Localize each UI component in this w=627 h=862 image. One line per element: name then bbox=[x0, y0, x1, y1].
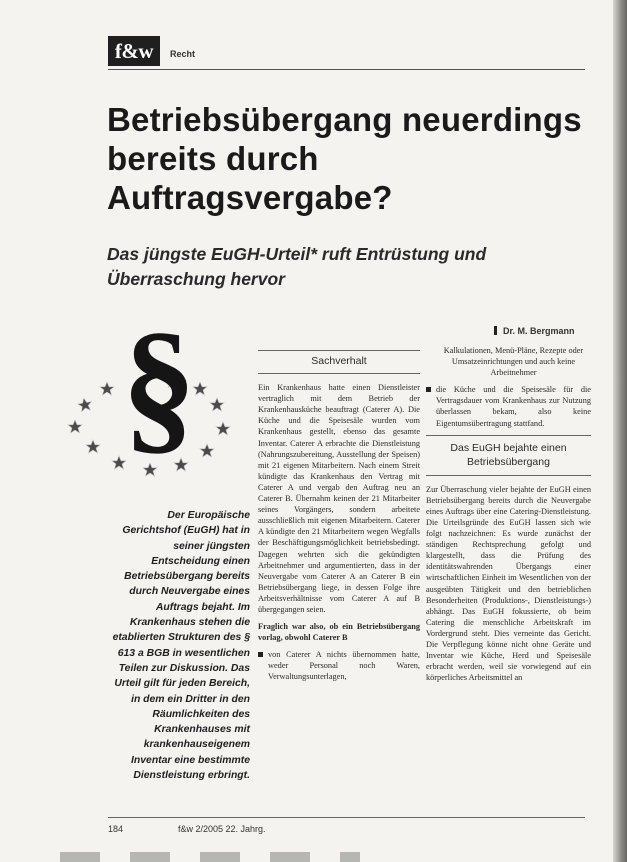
sachverhalt-paragraph: Ein Krankenhaus hatte einen Dienstleister vertraglich mit dem Betrieb der Krankenhausküche beauftragt (Caterer A). Die Küche und die Speisesäle wurden vom Krankenhaus gestellt, ebenso das gesamte Inventar. Caterer A erbrachte die Dienstleistung (Nahrungszubereitung, Ausstellung der Speisen) mit 21 eigenen Mitarbeitern. Nach einem Streit kündigte das Krankenhaus den Vertrag mit Caterer A und vergab den Auftrag neu an Caterer B. Übernahm keinen der 21 Mitarbeiter seines Vorgängers, sondern arbeitete ausschließlich mit eigenen Mitarbeitern. Caterer A kündigte den 21 Mitarbeitern wegen Wegfalls der Beschäftigungsmöglichkeit betriebsbedingt. Dagegen wehrten sich die gekündigten Arbeitnehmer und argumentierten, dass in der Neuvergabe vom Caterer A an Caterer B ein Betriebsübergang liege, in dessen Folge ihre Arbeitsverhältnisse vom Caterer A auf B übergegangen seien. bbox=[258, 383, 420, 614]
header-divider bbox=[108, 69, 585, 70]
bullet-1-continuation: Kalkulationen, Menü-Pläne, Rezepte oder Umsatzeinrichtungen und auch keine Arbeitnehmer bbox=[443, 346, 584, 378]
magazine-logo: f&w bbox=[108, 36, 160, 66]
paragraph-eu-stars-emblem bbox=[55, 305, 260, 480]
page-number: 184 bbox=[108, 824, 124, 834]
article-headline: Betriebsübergang neuerdings bereits durch Auftragsvergabe? bbox=[107, 101, 582, 216]
sachverhalt-title: Sachverhalt bbox=[258, 350, 420, 374]
right-column bbox=[426, 345, 591, 689]
article-subheadline: Das jüngste EuGH-Urteil* ruft Entrüstung und Überraschung hervor bbox=[107, 244, 487, 289]
sachverhalt-bullet-2: die Küche und die Speisesäle für die Vertragsdauer vom Krankenhaus zur Nutzung überlassen bekam, also keine Eigentumsübertragung stattfand. bbox=[426, 384, 591, 428]
author-byline bbox=[494, 326, 575, 336]
article-intro: Der Europäische Gerichtshof (EuGH) hat in seiner jüngsten Entscheidung einen Betriebsübergang bereits durch Neuvergabe eines Auftrags bejaht. Im Krankenhaus stehen die etablierten Strukturen des § 613 a BGB in wesentlichen Teilen zur Diskussion. Das Urteil gilt für jeden Bereich, in dem ein Dritter in den Räumlichkeiten des Krankenhauses mit krankenhauseigenem Inventar eine bestimmte Dienstleistung erbringt. bbox=[112, 510, 250, 782]
issue-info: f&w 2/2005 22. Jahrg. bbox=[178, 824, 266, 834]
section-label: Recht bbox=[170, 49, 196, 59]
byline-marker bbox=[494, 326, 497, 335]
section-heading: Das EuGH bejahte einen Betriebsübergang bbox=[426, 435, 591, 476]
paragraph-sign-icon: § bbox=[121, 305, 197, 468]
sachverhalt-question: Fraglich war also, ob ein Betriebsübergang vorlag, obwohl Caterer B bbox=[258, 622, 420, 643]
page-edge-shadow bbox=[613, 0, 627, 862]
footer-divider bbox=[108, 817, 585, 818]
scan-artifact bbox=[60, 852, 360, 862]
sachverhalt-bullet-1: von Caterer A nichts übernommen hatte, weder Personal noch Waren, Verwaltungsunterlagen, bbox=[258, 649, 420, 682]
sachverhalt-box bbox=[258, 350, 420, 689]
author-name: Dr. M. Bergmann bbox=[503, 326, 575, 336]
section-paragraph: Zur Überraschung vieler bejahte der EuGH einen Betriebsübergang bereits durch die Neuvergabe eines Auftrags über eine Catering-Dienstleistung. Die Urteilsgründe des EuGH lassen sich wie folgt nachzeichnen: Es wurde zunächst der ständigen Rechtsprechung gefolgt und klargestellt, dass die Prüfung des identitätswahrenden Übergangs einer wirtschaftlichen Einheit im Wesentlichen von der ausgeübten Tätigkeit und den betrieblichen Besonderheiten (Produktions-, Dienstleistungs-) abhängt. Das EuGH fokussierte, ob beim Catering die menschliche Arbeitskraft im Vordergrund steht. Dies verneinte das Gericht. Die Verpflegung könne nicht ohne Geräte und Inventar wie Küche, Herd und Speisesäle erbracht werden, weil sie vorwiegend auf ein körperliches Arbeitsmittel an bbox=[426, 484, 591, 683]
